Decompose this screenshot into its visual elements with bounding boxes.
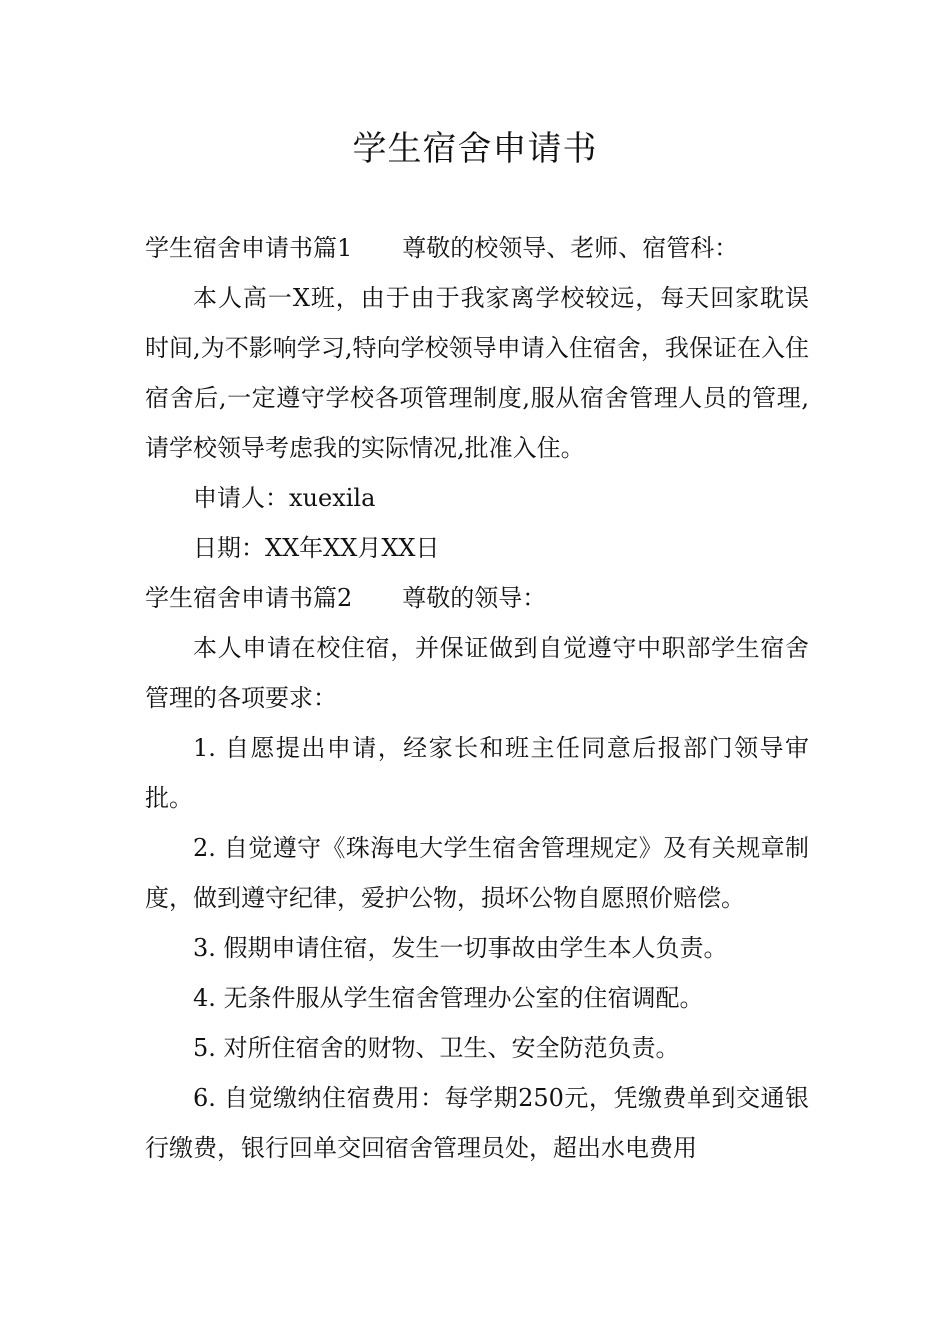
section-2-intro: 本人申请在校住宿，并保证做到自觉遵守中职部学生宿舍管理的各项要求： bbox=[145, 634, 809, 712]
list-item: 4. 无条件服从学生宿舍管理办公室的住宿调配。 bbox=[193, 984, 704, 1012]
document-body bbox=[145, 223, 809, 1173]
list-item: 3. 假期申请住宿，发生一切事故由学生本人负责。 bbox=[193, 934, 728, 962]
section-1-heading: 学生宿舍申请书篇1 bbox=[145, 234, 353, 262]
document-title: 学生宿舍申请书 bbox=[352, 129, 598, 169]
list-item: 5. 对所住宿舍的财物、卫生、安全防范负责。 bbox=[193, 1034, 680, 1062]
section-1-date: 日期：XX年XX月XX日 bbox=[193, 534, 440, 562]
list-item: 2. 自觉遵守《珠海电大学生宿舍管理规定》及有关规章制度，做到遵守纪律，爱护公物，损坏公物自愿照价赔偿。 bbox=[145, 834, 809, 912]
section-2-heading: 学生宿舍申请书篇2 bbox=[145, 584, 353, 612]
section-1-salutation: 尊敬的校领导、老师、宿管科： bbox=[402, 234, 739, 262]
list-item: 1. 自愿提出申请，经家长和班主任同意后报部门领导审批。 bbox=[145, 734, 809, 812]
section-1-header bbox=[145, 223, 809, 273]
list-item: 6. 自觉缴纳住宿费用：每学期250元，凭缴费单到交通银行缴费，银行回单交回宿舍管理员处，超出水电费用 bbox=[145, 1084, 809, 1162]
section-2-salutation: 尊敬的领导： bbox=[402, 584, 547, 612]
section-1-applicant: 申请人：xuexila bbox=[193, 484, 376, 512]
section-1-body: 本人高一X班，由于由于我家离学校较远，每天回家耽误时间,为不影响学习,特向学校领导申请入住宿舍，我保证在入住宿舍后,一定遵守学校各项管理制度,服从宿舍管理人员的管理,请学校领导考虑我的实际情况,批准入住。 bbox=[145, 284, 809, 462]
section-2-header bbox=[145, 573, 809, 623]
